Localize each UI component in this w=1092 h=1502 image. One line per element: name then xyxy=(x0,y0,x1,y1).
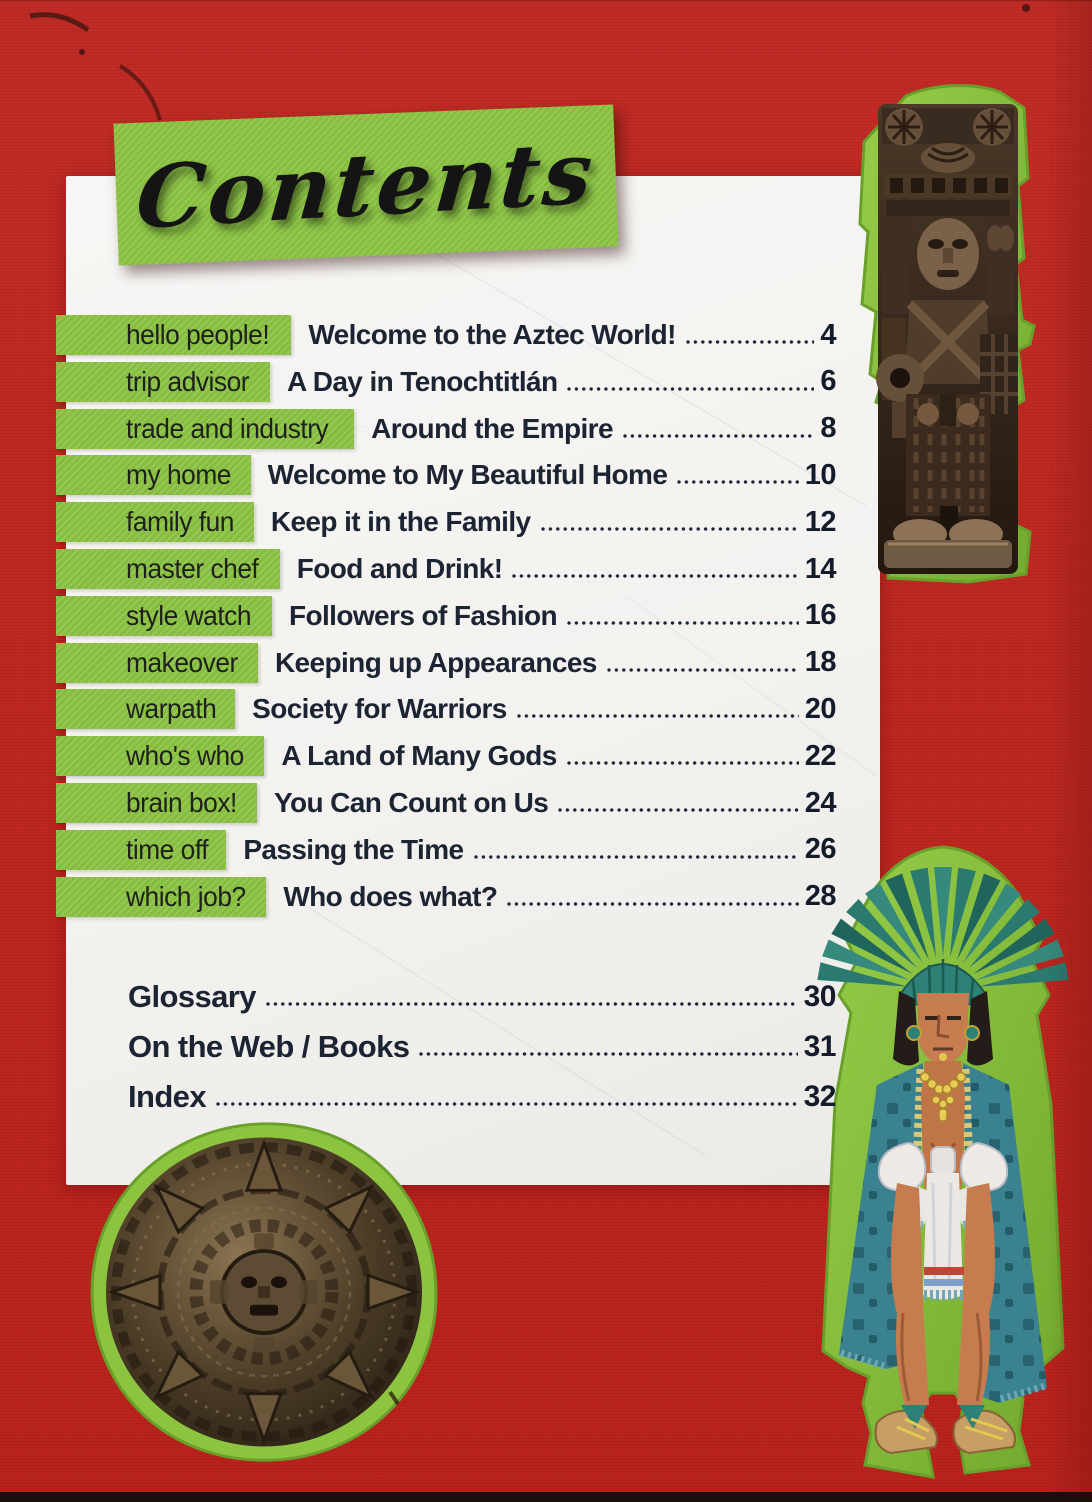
toc-tag-label: makeover xyxy=(126,646,238,678)
toc-row xyxy=(56,736,836,776)
aztec-ruler-image xyxy=(812,843,1074,1483)
toc-page-number: 20 xyxy=(804,692,836,725)
dotted-leader xyxy=(566,618,799,628)
labret-ornament xyxy=(939,1053,947,1061)
dotted-leader xyxy=(676,477,798,487)
dotted-leader xyxy=(566,758,799,768)
toc-chapter-title: Welcome to My Beautiful Home xyxy=(267,459,668,491)
toc-page-number: 6 xyxy=(820,365,836,398)
toc-tag-label: master chef xyxy=(126,553,259,584)
toc-row xyxy=(56,877,836,917)
dotted-leader xyxy=(685,337,815,347)
toc-tag-label: who's who xyxy=(126,740,244,772)
toc-page-number: 28 xyxy=(804,880,836,913)
toc-page-number: 4 xyxy=(820,318,836,351)
toc-chapter-tag xyxy=(56,315,291,355)
toc-chapter-title: Around the Empire xyxy=(371,412,613,444)
contents-banner xyxy=(113,104,618,265)
toc-chapter-title: A Land of Many Gods xyxy=(281,740,557,772)
stone-idol xyxy=(876,104,1018,574)
toc-chapter-tag xyxy=(56,643,258,683)
toc-chapter-title: Food and Drink! xyxy=(296,553,503,584)
dotted-leader xyxy=(606,665,799,675)
toc-page-number: 24 xyxy=(804,786,836,819)
sandals xyxy=(876,1405,1015,1453)
back-matter-page-number: 30 xyxy=(803,980,836,1013)
toc-page-number: 18 xyxy=(804,646,836,679)
toc-tag-label: trip advisor xyxy=(126,365,250,397)
dotted-leader xyxy=(265,999,798,1009)
toc-page-number: 10 xyxy=(804,458,836,491)
aztec-statue-image xyxy=(848,82,1048,587)
toc-chapter-title: A Day in Tenochtitlán xyxy=(286,365,558,397)
toc-page-number: 22 xyxy=(804,739,836,772)
toc-page-number: 26 xyxy=(804,833,836,866)
dotted-leader xyxy=(557,805,798,815)
toc-page-number: 16 xyxy=(804,599,836,632)
back-matter-page-number: 31 xyxy=(803,1030,836,1063)
aztec-calendar-stone-image xyxy=(84,1116,444,1468)
toc-row xyxy=(56,830,836,870)
back-matter-row xyxy=(128,1076,836,1118)
toc-tag-label: style watch xyxy=(126,599,252,631)
toc-tag-label: my home xyxy=(126,459,231,491)
toc-tag-label: hello people! xyxy=(126,319,270,350)
toc-chapter-tag xyxy=(56,409,354,449)
toc-row xyxy=(56,362,836,402)
toc-tag-label: trade and industry xyxy=(126,412,329,444)
toc-tag-label: warpath xyxy=(126,693,217,725)
toc-chapter-title: Keeping up Appearances xyxy=(274,646,597,678)
dotted-leader xyxy=(566,384,814,394)
page-title: Contents xyxy=(132,121,600,249)
toc-chapter-title: You Can Count on Us xyxy=(273,787,549,818)
toc-row xyxy=(56,689,836,729)
toc-chapter-tag xyxy=(56,502,254,542)
dotted-leader xyxy=(506,899,798,909)
dotted-leader xyxy=(516,711,799,721)
toc-chapter-tag xyxy=(56,877,266,917)
toc-chapter-tag xyxy=(56,596,272,636)
dotted-leader xyxy=(215,1099,798,1109)
toc-chapter-title: Society for Warriors xyxy=(252,693,507,725)
toc-chapter-title: Who does what? xyxy=(283,880,498,912)
toc-row xyxy=(56,455,836,495)
dotted-leader xyxy=(511,571,798,581)
back-matter-title: Index xyxy=(128,1079,206,1114)
toc-chapter-tag xyxy=(56,455,251,495)
toc-chapter-tag xyxy=(56,830,226,870)
toc-page-number: 14 xyxy=(804,552,836,585)
back-matter-title: On the Web / Books xyxy=(128,1029,410,1064)
toc-row xyxy=(56,549,836,589)
toc-page-number: 8 xyxy=(820,412,836,445)
toc-chapter-title: Welcome to the Aztec World! xyxy=(308,319,676,350)
toc-row xyxy=(56,783,836,823)
dotted-leader xyxy=(622,431,814,441)
toc-chapter-tag xyxy=(56,689,235,729)
toc-tag-label: time off xyxy=(126,833,209,865)
toc-chapter-tag xyxy=(56,736,264,776)
toc-chapter-title: Followers of Fashion xyxy=(289,599,558,631)
toc-chapter-tag xyxy=(56,362,270,402)
back-matter-page-number: 32 xyxy=(803,1080,836,1113)
toc-row xyxy=(56,502,836,542)
toc-row xyxy=(56,596,836,636)
toc-tag-label: brain box! xyxy=(126,787,237,818)
toc-chapter-title: Passing the Time xyxy=(243,833,464,865)
dotted-leader xyxy=(418,1049,797,1059)
toc-tag-label: which job? xyxy=(126,880,246,912)
toc-page-number: 12 xyxy=(804,505,836,538)
dotted-leader xyxy=(540,524,799,534)
toc-chapter-tag xyxy=(56,783,257,823)
back-matter-row xyxy=(128,1026,836,1068)
dotted-leader xyxy=(473,852,799,862)
page-bottom-edge xyxy=(0,1492,1092,1502)
toc-row xyxy=(56,409,836,449)
back-matter-row xyxy=(128,976,836,1018)
toc-chapter-title: Keep it in the Family xyxy=(270,506,531,538)
toc-chapter-tag xyxy=(56,549,280,589)
ear-plug xyxy=(907,1026,921,1040)
toc-row xyxy=(56,643,836,683)
back-matter-title: Glossary xyxy=(128,979,256,1014)
toc-tag-label: family fun xyxy=(126,506,234,538)
toc-row xyxy=(56,315,836,355)
ear-plug xyxy=(965,1026,979,1040)
